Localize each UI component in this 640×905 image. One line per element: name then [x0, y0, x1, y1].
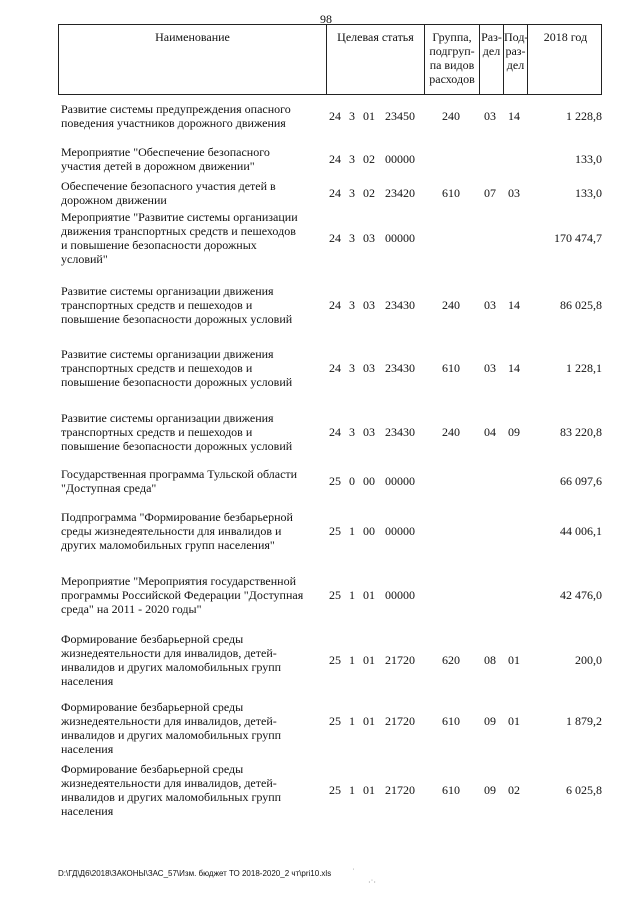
amount-2018: 1 879,2 [566, 714, 602, 728]
target-part1: 24 [329, 231, 341, 245]
target-part4: 21720 [385, 783, 415, 797]
target-part2: 3 [349, 186, 355, 200]
target-part1: 24 [329, 109, 341, 123]
target-part4: 23450 [385, 109, 415, 123]
amount-2018: 1 228,1 [566, 361, 602, 375]
target-part4: 23430 [385, 425, 415, 439]
podrazdel-code: 14 [508, 298, 520, 312]
target-part3: 00 [363, 524, 375, 538]
header-name: Наименование [155, 30, 230, 44]
target-part2: 3 [349, 361, 355, 375]
target-part1: 25 [329, 474, 341, 488]
amount-2018: 133,0 [575, 152, 602, 166]
target-part3: 03 [363, 231, 375, 245]
target-part4: 21720 [385, 653, 415, 667]
target-part1: 24 [329, 298, 341, 312]
amount-2018: 6 025,8 [566, 783, 602, 797]
group-code: 610 [442, 186, 460, 200]
row-name: Формирование безбарьерной среды жизнедеятельности для инвалидов, детей- инвалидов и других маломобильных групп населения [61, 700, 282, 756]
target-part1: 25 [329, 588, 341, 602]
file-path-footer: D:\ГД\Д6\2018\ЗАКОНЫ\ЗАС_57\Изм. бюджет ТО 2018-2020_2 чт\pri10.xls [58, 869, 332, 878]
target-part1: 24 [329, 152, 341, 166]
target-part1: 24 [329, 425, 341, 439]
target-part1: 25 [329, 653, 341, 667]
target-part4: 00000 [385, 524, 415, 538]
target-part4: 23430 [385, 361, 415, 375]
row-name: Обеспечение безопасного участия детей в дорожном движении [61, 179, 276, 207]
target-part3: 03 [363, 425, 375, 439]
row-name: Развитие системы организации движения транспортных средств и пешеходов и повышение безопасности дорожных условий [61, 347, 293, 389]
target-part2: 3 [349, 425, 355, 439]
row-name: Формирование безбарьерной среды жизнедеятельности для инвалидов, детей- инвалидов и других маломобильных групп населения [61, 632, 282, 688]
amount-2018: 83 220,8 [560, 425, 602, 439]
group-code: 610 [442, 714, 460, 728]
target-part1: 25 [329, 714, 341, 728]
scan-mark: ˙ [352, 867, 355, 876]
group-code: 240 [442, 425, 460, 439]
target-part4: 21720 [385, 714, 415, 728]
amount-2018: 1 228,8 [566, 109, 602, 123]
target-part1: 25 [329, 783, 341, 797]
target-part4: 00000 [385, 231, 415, 245]
target-part3: 00 [363, 474, 375, 488]
header-razdel: Раз- дел [479, 25, 503, 94]
row-name: Развитие системы предупреждения опасного поведения участников дорожного движения [61, 102, 291, 130]
header-podrazdel: Под- раз- дел [503, 25, 527, 94]
target-part3: 01 [363, 714, 375, 728]
amount-2018: 170 474,7 [554, 231, 602, 245]
group-code: 620 [442, 653, 460, 667]
podrazdel-code: 14 [508, 109, 520, 123]
amount-2018: 44 006,1 [560, 524, 602, 538]
amount-2018: 133,0 [575, 186, 602, 200]
target-part2: 1 [349, 714, 355, 728]
podrazdel-code: 01 [508, 714, 520, 728]
target-part2: 3 [349, 152, 355, 166]
target-part2: 1 [349, 524, 355, 538]
row-name: Мероприятие "Мероприятия государственной программы Российской Федерации "Доступная среда" на 2011 - 2020 годы" [61, 574, 304, 616]
group-code: 610 [442, 361, 460, 375]
row-name: Государственная программа Тульской области "Доступная среда" [61, 467, 298, 495]
razdel-code: 09 [484, 783, 496, 797]
target-part2: 1 [349, 783, 355, 797]
target-part2: 1 [349, 588, 355, 602]
target-part3: 01 [363, 109, 375, 123]
table-header [58, 24, 602, 95]
target-part4: 23420 [385, 186, 415, 200]
razdel-code: 08 [484, 653, 496, 667]
razdel-code: 09 [484, 714, 496, 728]
target-part1: 25 [329, 524, 341, 538]
target-part2: 3 [349, 298, 355, 312]
target-part2: 0 [349, 474, 355, 488]
target-part2: 1 [349, 653, 355, 667]
razdel-code: 07 [484, 186, 496, 200]
row-name: Развитие системы организации движения транспортных средств и пешеходов и повышение безопасности дорожных условий [61, 284, 293, 326]
target-part3: 03 [363, 298, 375, 312]
target-part1: 24 [329, 361, 341, 375]
podrazdel-code: 09 [508, 425, 520, 439]
target-part3: 01 [363, 588, 375, 602]
target-part2: 3 [349, 109, 355, 123]
scan-mark: ·˙· [368, 878, 376, 887]
target-part4: 00000 [385, 474, 415, 488]
target-part3: 01 [363, 653, 375, 667]
amount-2018: 66 097,6 [560, 474, 602, 488]
group-code: 610 [442, 783, 460, 797]
podrazdel-code: 02 [508, 783, 520, 797]
target-part2: 3 [349, 231, 355, 245]
podrazdel-code: 03 [508, 186, 520, 200]
razdel-code: 04 [484, 425, 496, 439]
group-code: 240 [442, 109, 460, 123]
amount-2018: 42 476,0 [560, 588, 602, 602]
amount-2018: 86 025,8 [560, 298, 602, 312]
razdel-code: 03 [484, 361, 496, 375]
row-name: Мероприятие "Развитие системы организации движения транспортных средств и пешеходов и повышение безопасности дорожных условий" [61, 210, 298, 266]
header-target: Целевая статья [326, 25, 424, 94]
row-name: Мероприятие "Обеспечение безопасного участия детей в дорожном движении" [61, 145, 270, 173]
podrazdel-code: 01 [508, 653, 520, 667]
target-part3: 03 [363, 361, 375, 375]
target-part3: 02 [363, 152, 375, 166]
amount-2018: 200,0 [575, 653, 602, 667]
target-part4: 00000 [385, 588, 415, 602]
row-name: Формирование безбарьерной среды жизнедеятельности для инвалидов, детей- инвалидов и других маломобильных групп населения [61, 762, 282, 818]
target-part1: 24 [329, 186, 341, 200]
target-part3: 02 [363, 186, 375, 200]
target-part4: 23430 [385, 298, 415, 312]
razdel-code: 03 [484, 298, 496, 312]
row-name: Подпрограмма "Формирование безбарьерной среды жизнедеятельности для инвалидов и других маломобильных групп населения" [61, 510, 293, 552]
header-group: Группа, подгруп- па видов расходов [424, 25, 479, 94]
group-code: 240 [442, 298, 460, 312]
page-number: 98 [320, 12, 332, 26]
razdel-code: 03 [484, 109, 496, 123]
row-name: Развитие системы организации движения транспортных средств и пешеходов и повышение безопасности дорожных условий [61, 411, 293, 453]
podrazdel-code: 14 [508, 361, 520, 375]
header-year: 2018 год [527, 25, 603, 94]
target-part4: 00000 [385, 152, 415, 166]
target-part3: 01 [363, 783, 375, 797]
